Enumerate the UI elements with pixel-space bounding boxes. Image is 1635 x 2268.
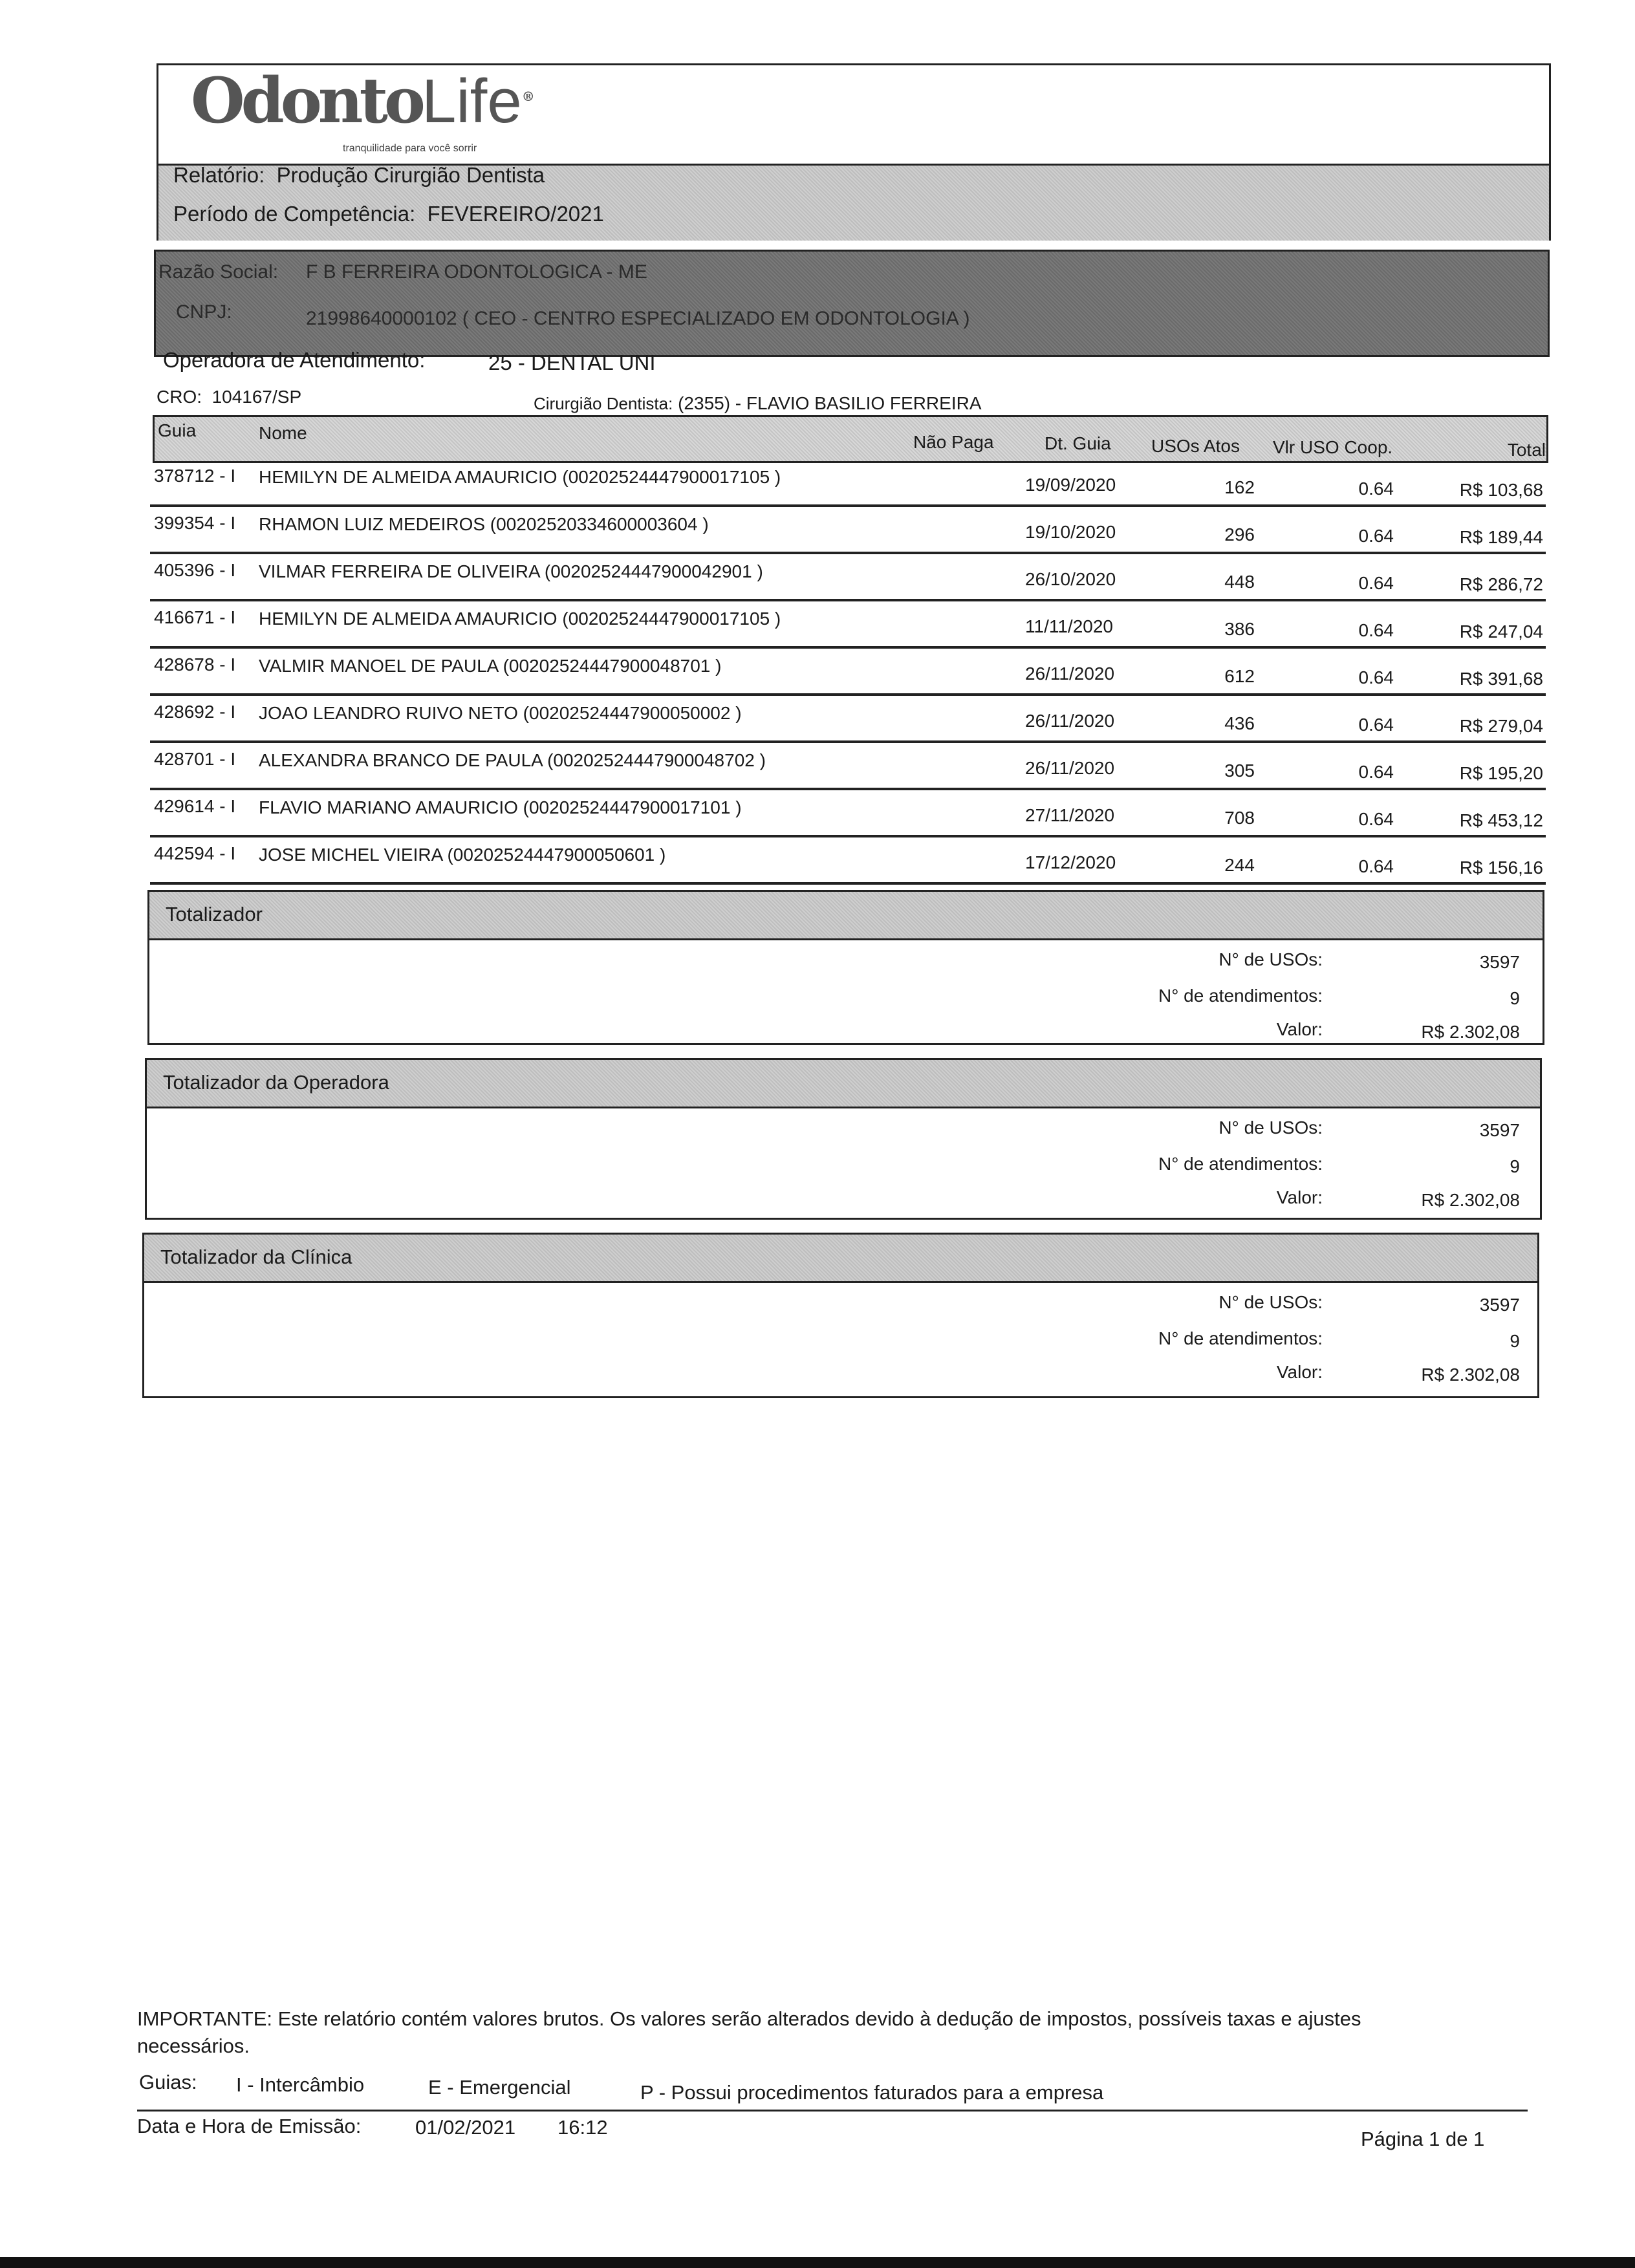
totalizer-title: Totalizador da Clínica	[160, 1246, 352, 1268]
row-vlr: 0.64	[1358, 479, 1394, 499]
row-guia: 416671 - I	[154, 607, 236, 627]
periodo-label: Período de Competência:	[173, 202, 416, 226]
row-divider	[150, 646, 1546, 649]
totalizer-usos-label: N° de USOs:	[1218, 949, 1323, 969]
row-usos: 612	[1224, 666, 1255, 686]
totalizer-valor-label: Valor:	[1276, 1187, 1323, 1207]
row-vlr: 0.64	[1358, 762, 1394, 782]
row-total: R$ 103,68	[1459, 480, 1543, 500]
row-divider	[150, 788, 1546, 790]
totalizer-atend-label: N° de atendimentos:	[1158, 1328, 1323, 1348]
totalizer-atend: 9	[1510, 1331, 1520, 1351]
row-guia: 405396 - I	[154, 560, 236, 580]
cnpj-value: 21998640000102 ( CEO - CENTRO ESPECIALIZADO EM ODONTOLOGIA )	[306, 308, 970, 329]
row-nome: JOAO LEANDRO RUIVO NETO (00202524447900050002 )	[259, 703, 742, 723]
row-usos: 305	[1224, 761, 1255, 781]
row-divider	[150, 552, 1546, 554]
row-dt: 26/11/2020	[1025, 758, 1115, 778]
totalizer-title: Totalizador	[166, 903, 263, 925]
relatorio-line	[173, 163, 545, 188]
totalizer-atend-label: N° de atendimentos:	[1158, 986, 1323, 1006]
row-nome: JOSE MICHEL VIEIRA (00202524447900050601 )	[259, 845, 666, 865]
row-total: R$ 247,04	[1459, 621, 1543, 642]
razao-value: F B FERREIRA ODONTOLOGICA - ME	[306, 261, 647, 283]
cro-value: 104167/SP	[211, 387, 302, 407]
row-usos: 296	[1224, 524, 1255, 545]
row-usos: 162	[1224, 477, 1255, 497]
odontolife-logo: OdontoLife®	[191, 64, 531, 137]
row-vlr: 0.64	[1358, 715, 1394, 735]
row-dt: 17/12/2020	[1025, 852, 1116, 872]
totalizer-usos: 3597	[1479, 952, 1520, 972]
footer-divider	[137, 2110, 1528, 2111]
row-nome: VILMAR FERREIRA DE OLIVEIRA (00202524447900042901 )	[259, 561, 763, 581]
col-vlr: Vlr USO Coop.	[1273, 437, 1393, 457]
row-divider	[150, 835, 1546, 837]
col-total: Total	[1507, 440, 1546, 460]
row-total: R$ 453,12	[1459, 810, 1543, 830]
periodo-value: FEVEREIRO/2021	[427, 202, 604, 226]
guia-intercambio: I - Intercâmbio	[236, 2073, 365, 2096]
row-nome: RHAMON LUIZ MEDEIROS (00202520334600003604 )	[259, 514, 709, 534]
row-vlr: 0.64	[1358, 620, 1394, 640]
guia-possui: P - Possui procedimentos faturados para a empresa	[640, 2081, 1104, 2104]
guias-label: Guias:	[139, 2071, 197, 2093]
periodo-line	[173, 202, 604, 226]
emissao-date: 01/02/2021	[415, 2116, 516, 2139]
totalizer-header	[147, 890, 1544, 940]
operadora-label: Operadora de Atendimento:	[163, 348, 426, 372]
row-usos: 448	[1224, 572, 1255, 592]
row-total: R$ 391,68	[1459, 669, 1543, 689]
totalizer-valor: R$ 2.302,08	[1421, 1190, 1520, 1210]
row-guia: 428678 - I	[154, 654, 236, 675]
totalizer-valor-label: Valor:	[1276, 1019, 1323, 1039]
row-dt: 26/10/2020	[1025, 569, 1116, 589]
row-vlr: 0.64	[1358, 573, 1394, 593]
row-vlr: 0.64	[1358, 667, 1394, 687]
row-nome: HEMILYN DE ALMEIDA AMAURICIO (00202524447900017105 )	[259, 467, 781, 487]
page-number: Página 1 de 1	[1361, 2128, 1485, 2150]
totalizer-valor-label: Valor:	[1276, 1362, 1323, 1382]
dentista-line	[534, 393, 982, 414]
row-guia: 428701 - I	[154, 749, 236, 769]
row-vlr: 0.64	[1358, 809, 1394, 829]
row-divider	[150, 693, 1546, 696]
logo-tagline: tranquilidade para você sorrir	[343, 143, 477, 154]
row-nome: VALMIR MANOEL DE PAULA (00202524447900048701 )	[259, 656, 722, 676]
row-usos: 244	[1224, 855, 1255, 875]
row-guia: 429614 - I	[154, 796, 236, 816]
relatorio-label: Relatório:	[173, 163, 265, 187]
row-dt: 19/10/2020	[1025, 522, 1116, 542]
col-nome: Nome	[259, 423, 307, 443]
totalizer-atend: 9	[1510, 988, 1520, 1008]
row-guia: 399354 - I	[154, 513, 236, 533]
totalizer-valor: R$ 2.302,08	[1421, 1022, 1520, 1042]
row-usos: 708	[1224, 808, 1255, 828]
row-total: R$ 286,72	[1459, 574, 1543, 594]
row-total: R$ 279,04	[1459, 716, 1543, 736]
importante-text-2: necessários.	[137, 2035, 250, 2057]
emissao-time: 16:12	[558, 2116, 608, 2139]
row-divider	[150, 504, 1546, 507]
emissao-label: Data e Hora de Emissão:	[137, 2115, 362, 2137]
col-dt-guia: Dt. Guia	[1045, 433, 1111, 453]
row-usos: 386	[1224, 619, 1255, 639]
row-dt: 26/11/2020	[1025, 664, 1115, 684]
row-total: R$ 195,20	[1459, 763, 1543, 783]
totalizer-atend: 9	[1510, 1156, 1520, 1176]
totalizer-atend-label: N° de atendimentos:	[1158, 1154, 1323, 1174]
row-dt: 11/11/2020	[1025, 616, 1113, 636]
row-divider	[150, 740, 1546, 743]
row-total: R$ 156,16	[1459, 858, 1543, 878]
operadora-value: 25 - DENTAL UNI	[488, 351, 656, 374]
row-vlr: 0.64	[1358, 856, 1394, 876]
scan-edge	[0, 2257, 1635, 2268]
row-dt: 19/09/2020	[1025, 475, 1116, 495]
row-dt: 27/11/2020	[1025, 805, 1115, 825]
totalizer-usos-label: N° de USOs:	[1218, 1118, 1323, 1138]
guia-emergencial: E - Emergencial	[428, 2076, 571, 2099]
row-nome: HEMILYN DE ALMEIDA AMAURICIO (00202524447900017105 )	[259, 609, 781, 629]
col-guia: Guia	[158, 420, 197, 440]
cnpj-label: CNPJ:	[176, 301, 232, 323]
cro-line	[157, 387, 301, 407]
totalizer-usos: 3597	[1479, 1120, 1520, 1140]
totalizer-usos-label: N° de USOs:	[1218, 1292, 1323, 1312]
row-guia: 378712 - I	[154, 466, 236, 486]
totalizer-usos: 3597	[1479, 1295, 1520, 1315]
dentista-label: Cirurgião Dentista:	[534, 394, 673, 413]
row-guia: 442594 - I	[154, 843, 236, 863]
row-nome: FLAVIO MARIANO AMAURICIO (00202524447900017101 )	[259, 797, 742, 817]
importante-text: IMPORTANTE: Este relatório contém valores brutos. Os valores serão alterados devido à dedução de impostos, possíveis taxas e ajustes	[137, 2007, 1361, 2030]
totalizer-title: Totalizador da Operadora	[163, 1071, 389, 1094]
col-nao-paga: Não Paga	[913, 432, 994, 452]
col-usos: USOs Atos	[1151, 436, 1240, 456]
row-divider	[150, 599, 1546, 601]
cro-label: CRO:	[157, 387, 202, 407]
row-total: R$ 189,44	[1459, 527, 1543, 547]
row-nome: ALEXANDRA BRANCO DE PAULA (00202524447900048702 )	[259, 750, 766, 770]
row-dt: 26/11/2020	[1025, 711, 1115, 731]
razao-label: Razão Social:	[158, 261, 279, 283]
row-guia: 428692 - I	[154, 702, 236, 722]
dentista-value: (2355) - FLAVIO BASILIO FERREIRA	[678, 393, 982, 413]
row-divider	[150, 882, 1546, 885]
row-vlr: 0.64	[1358, 526, 1394, 546]
totalizer-valor: R$ 2.302,08	[1421, 1365, 1520, 1385]
row-usos: 436	[1224, 713, 1255, 733]
relatorio-value: Produção Cirurgião Dentista	[276, 163, 545, 187]
